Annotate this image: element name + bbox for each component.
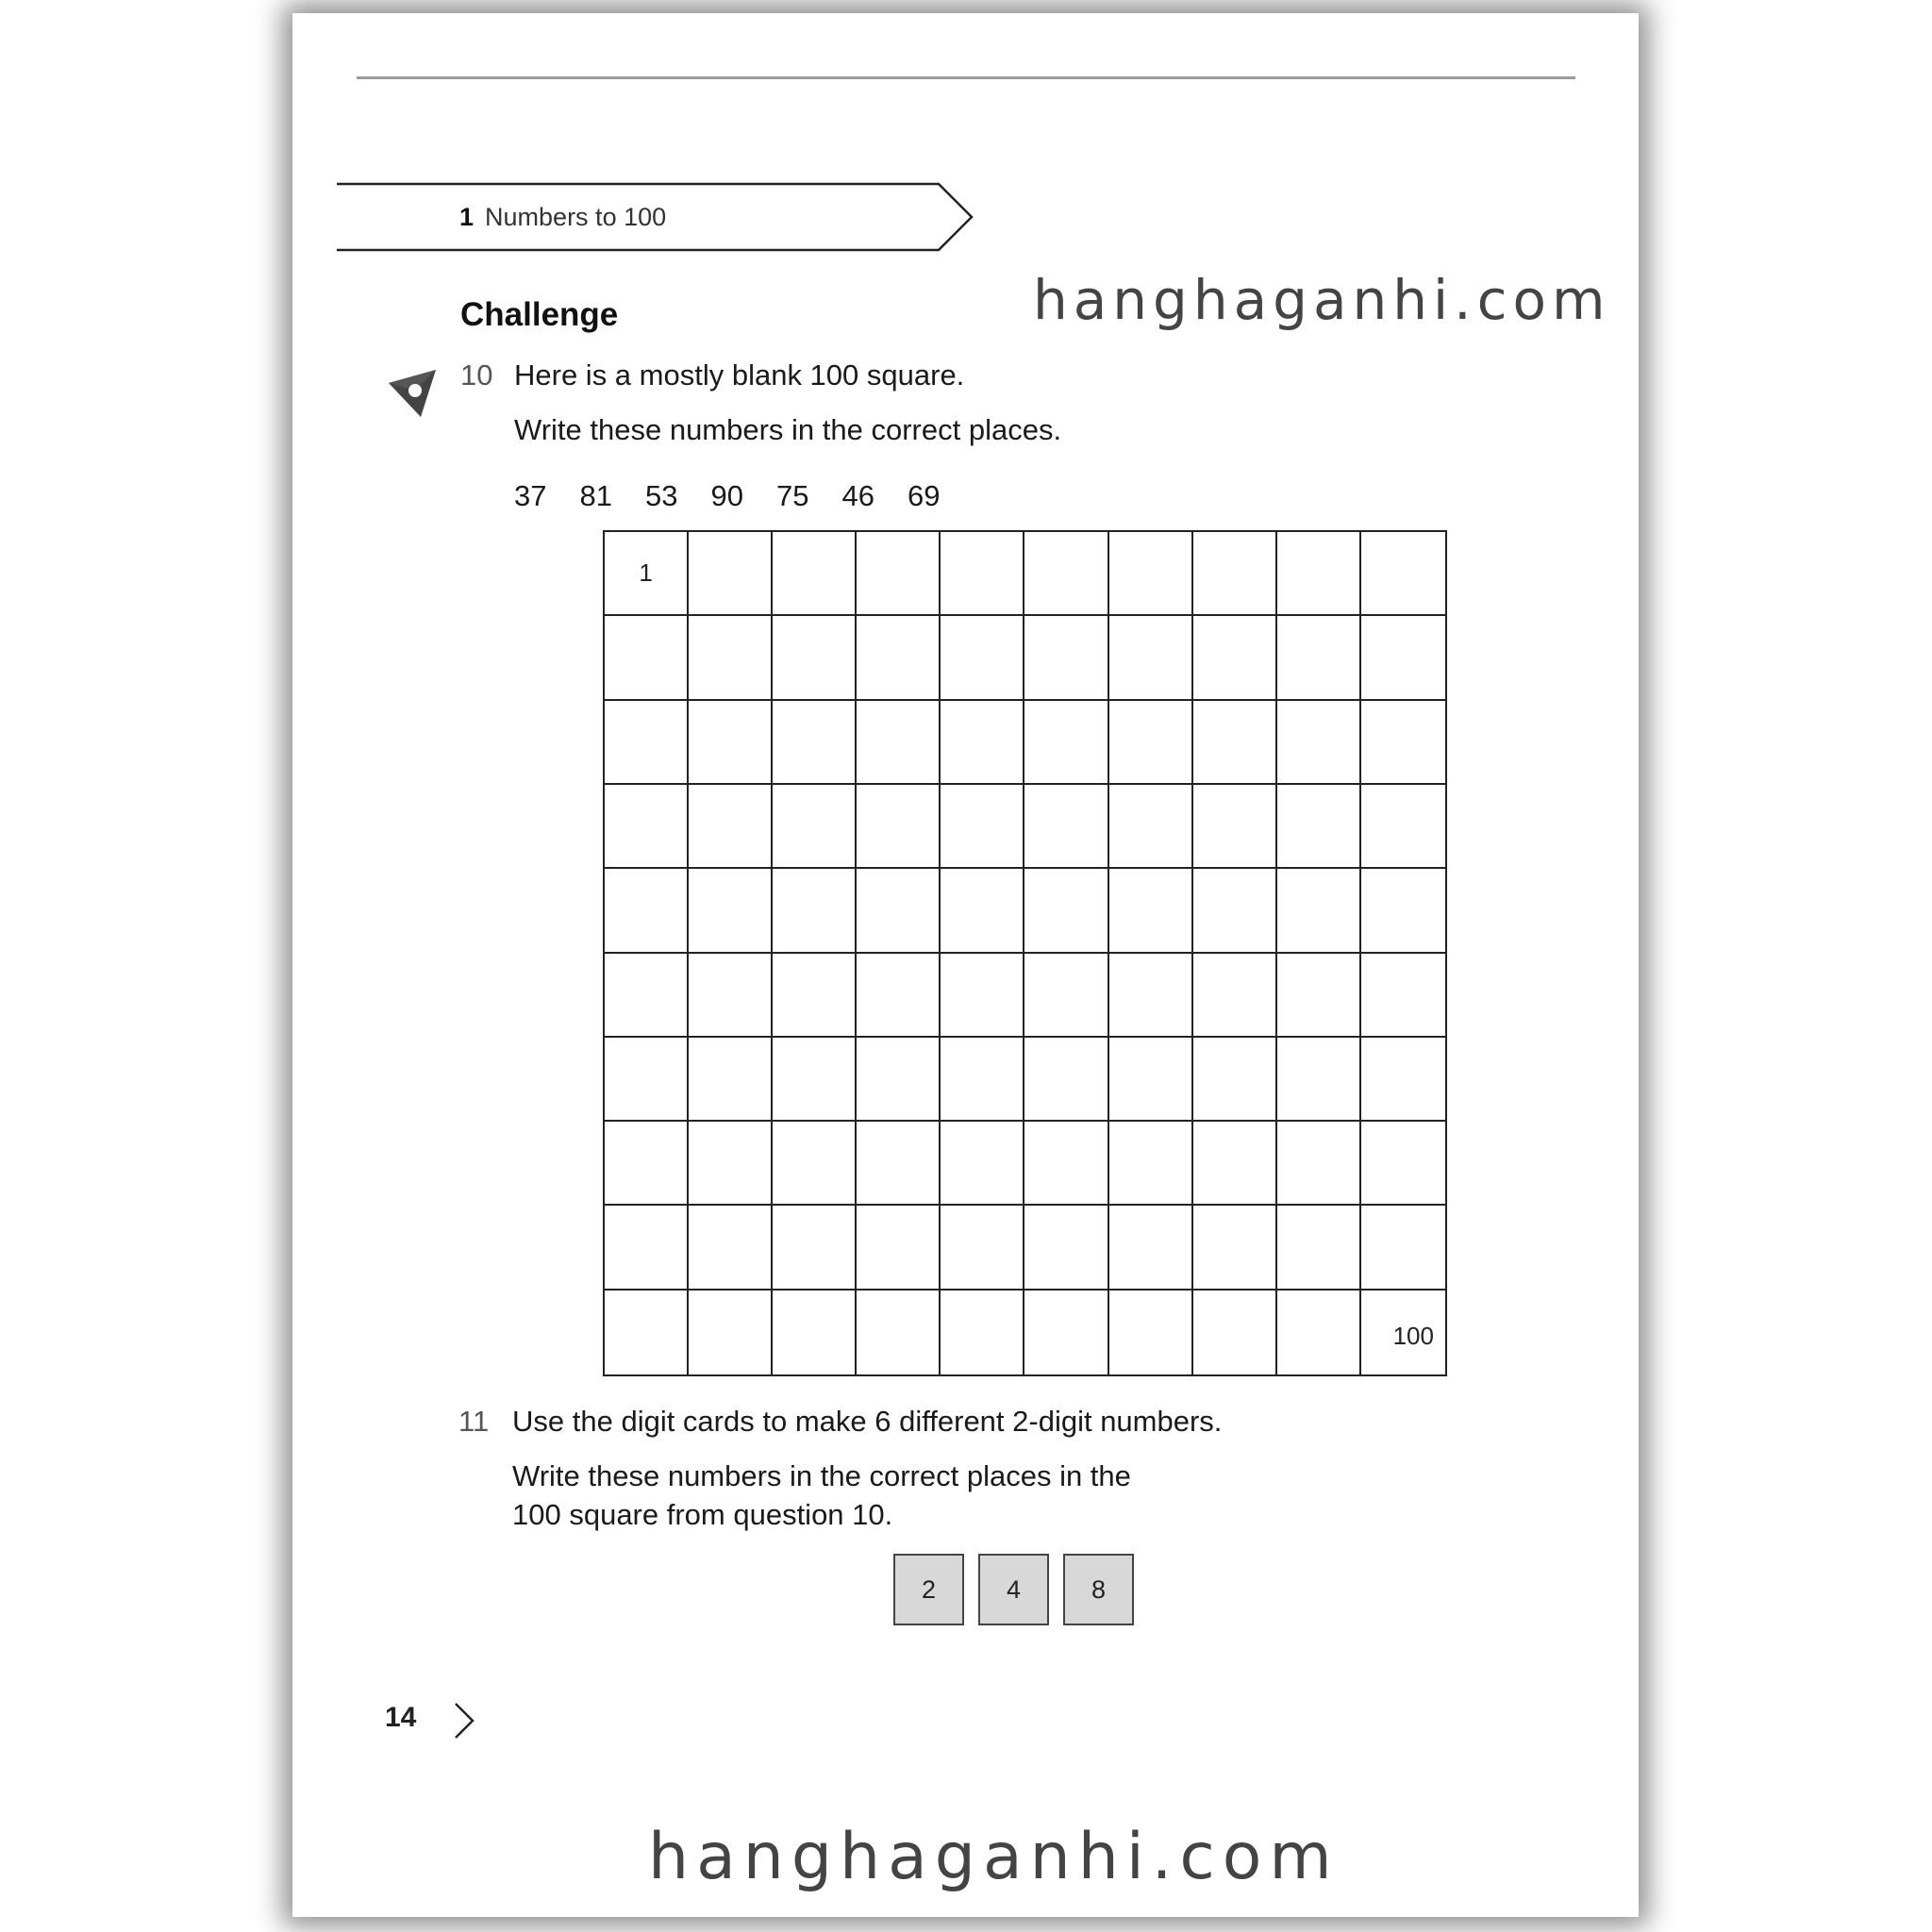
grid-cell[interactable] — [773, 616, 857, 700]
grid-cell[interactable] — [941, 1038, 1024, 1122]
hundred-square-grid — [603, 530, 1447, 1376]
grid-cell[interactable] — [1277, 954, 1361, 1038]
grid-cell[interactable] — [689, 532, 773, 616]
grid-cell[interactable] — [1109, 701, 1193, 785]
grid-cell[interactable] — [1277, 1206, 1361, 1290]
numbers-to-place — [514, 479, 974, 513]
grid-cell[interactable] — [1361, 1122, 1445, 1206]
grid-cell[interactable]: 1 — [605, 532, 689, 616]
grid-cell[interactable] — [1024, 1122, 1108, 1206]
grid-cell[interactable] — [773, 1291, 857, 1374]
grid-cell[interactable] — [689, 1038, 773, 1122]
grid-cell[interactable] — [605, 1122, 689, 1206]
grid-cell[interactable] — [941, 1291, 1024, 1374]
grid-cell[interactable] — [605, 954, 689, 1038]
grid-cell[interactable] — [689, 616, 773, 700]
grid-cell[interactable] — [1277, 1038, 1361, 1122]
grid-cell[interactable] — [605, 616, 689, 700]
grid-cell[interactable] — [1361, 701, 1445, 785]
grid-cell[interactable] — [1277, 1291, 1361, 1374]
question-11-text: Use the digit cards to make 6 different 2-digit numbers. — [512, 1405, 1223, 1438]
grid-cell[interactable] — [1193, 1291, 1277, 1374]
grid-cell[interactable] — [1193, 616, 1277, 700]
grid-cell[interactable] — [773, 785, 857, 869]
grid-cell[interactable] — [1277, 1122, 1361, 1206]
grid-cell[interactable] — [689, 954, 773, 1038]
grid-cell[interactable] — [1193, 1038, 1277, 1122]
grid-cell[interactable] — [857, 616, 941, 700]
number-item: 69 — [908, 479, 941, 512]
grid-cell[interactable] — [857, 532, 941, 616]
grid-cell[interactable] — [1024, 954, 1108, 1038]
section-title: Challenge — [460, 296, 619, 333]
grid-cell[interactable] — [1109, 954, 1193, 1038]
question-11-number: 11 — [458, 1405, 490, 1438]
grid-cell[interactable] — [857, 954, 941, 1038]
chapter-title: Numbers to 100 — [485, 203, 667, 231]
grid-cell[interactable] — [941, 701, 1024, 785]
grid-cell[interactable] — [689, 1122, 773, 1206]
grid-cell[interactable] — [773, 869, 857, 953]
grid-cell[interactable] — [941, 532, 1024, 616]
grid-cell[interactable] — [1361, 869, 1445, 953]
question-11-instruction-line2: 100 square from question 10. — [512, 1498, 893, 1531]
grid-cell[interactable] — [1277, 616, 1361, 700]
grid-cell[interactable] — [689, 785, 773, 869]
watermark-bottom: hanghaganhi.com — [648, 1820, 1340, 1894]
question-10-number: 10 — [460, 358, 493, 391]
grid-cell[interactable] — [689, 1291, 773, 1374]
grid-cell[interactable] — [605, 785, 689, 869]
grid-cell[interactable] — [857, 1291, 941, 1374]
digit-card: 8 — [1063, 1554, 1134, 1625]
grid-cell[interactable] — [773, 954, 857, 1038]
grid-cell[interactable] — [857, 1122, 941, 1206]
digit-card: 2 — [893, 1554, 964, 1625]
grid-cell[interactable] — [605, 869, 689, 953]
grid-cell[interactable] — [1109, 1122, 1193, 1206]
grid-cell[interactable] — [1361, 532, 1445, 616]
grid-cell[interactable] — [1109, 785, 1193, 869]
grid-cell[interactable] — [1361, 1206, 1445, 1290]
grid-cell[interactable] — [941, 616, 1024, 700]
grid-cell[interactable] — [857, 785, 941, 869]
grid-cell[interactable] — [941, 954, 1024, 1038]
grid-cell[interactable] — [1024, 701, 1108, 785]
grid-cell[interactable] — [605, 1038, 689, 1122]
top-rule — [357, 76, 1575, 79]
grid-cell[interactable] — [941, 785, 1024, 869]
grid-cell[interactable] — [1193, 1206, 1277, 1290]
grid-cell[interactable] — [1361, 1038, 1445, 1122]
grid-cell[interactable] — [1277, 869, 1361, 953]
grid-cell[interactable] — [1193, 785, 1277, 869]
grid-cell[interactable] — [1109, 1038, 1193, 1122]
number-item: 90 — [710, 479, 743, 512]
question-11-instruction-line1: Write these numbers in the correct places in the — [512, 1459, 1131, 1492]
grid-cell[interactable] — [1193, 954, 1277, 1038]
grid-cell[interactable] — [1277, 701, 1361, 785]
grid-cell[interactable] — [1024, 869, 1108, 953]
grid-cell[interactable] — [605, 1206, 689, 1290]
grid-cell[interactable] — [773, 701, 857, 785]
number-item: 75 — [776, 479, 809, 512]
grid-cell[interactable] — [1109, 532, 1193, 616]
grid-cell[interactable] — [773, 1122, 857, 1206]
question-10-instruction: Write these numbers in the correct places. — [514, 413, 1062, 446]
number-item: 81 — [579, 479, 612, 512]
grid-cell[interactable] — [773, 1038, 857, 1122]
digit-card: 4 — [978, 1554, 1049, 1625]
grid-cell[interactable] — [1109, 1206, 1193, 1290]
digit-cards — [893, 1554, 1134, 1625]
question-10-text: Here is a mostly blank 100 square. — [514, 358, 965, 391]
grid-cell[interactable] — [1109, 616, 1193, 700]
grid-cell[interactable] — [1193, 532, 1277, 616]
watermark-top: hanghaganhi.com — [1033, 268, 1611, 332]
grid-cell[interactable] — [605, 701, 689, 785]
grid-cell[interactable] — [689, 701, 773, 785]
grid-cell[interactable] — [1277, 532, 1361, 616]
grid-cell[interactable] — [857, 1206, 941, 1290]
number-item: 46 — [841, 479, 874, 512]
grid-cell[interactable] — [1193, 701, 1277, 785]
grid-cell[interactable] — [773, 1206, 857, 1290]
grid-cell[interactable] — [1024, 1291, 1108, 1374]
chapter-number: 1 — [459, 203, 475, 231]
grid-cell[interactable] — [941, 869, 1024, 953]
workbook-page — [292, 13, 1639, 1917]
number-item: 53 — [645, 479, 678, 512]
grid-cell[interactable] — [689, 869, 773, 953]
grid-cell[interactable]: 100 — [1392, 1321, 1434, 1350]
grid-cell[interactable] — [857, 1038, 941, 1122]
grid-cell[interactable] — [1361, 954, 1445, 1038]
challenge-star-icon — [387, 362, 443, 419]
grid-cell[interactable] — [941, 1206, 1024, 1290]
grid-cell[interactable] — [1109, 1291, 1193, 1374]
number-item: 37 — [514, 479, 547, 512]
grid-cell[interactable] — [857, 701, 941, 785]
grid-cell[interactable] — [1361, 616, 1445, 700]
page-number: 14 — [385, 1702, 417, 1733]
grid-cell[interactable] — [1361, 785, 1445, 869]
grid-cell[interactable] — [605, 1291, 689, 1374]
grid-cell[interactable] — [1024, 785, 1108, 869]
grid-cell[interactable] — [1024, 616, 1108, 700]
grid-cell[interactable] — [1193, 1122, 1277, 1206]
grid-cell[interactable] — [1024, 1038, 1108, 1122]
grid-cell[interactable] — [773, 532, 857, 616]
chapter-banner — [459, 203, 666, 232]
grid-cell[interactable] — [689, 1206, 773, 1290]
grid-cell[interactable] — [1277, 785, 1361, 869]
grid-cell[interactable] — [1024, 1206, 1108, 1290]
chevron-right-icon[interactable] — [453, 1702, 475, 1740]
grid-cell[interactable] — [1024, 532, 1108, 616]
grid-cell[interactable] — [1193, 869, 1277, 953]
grid-cell[interactable] — [1109, 869, 1193, 953]
grid-cell[interactable] — [857, 869, 941, 953]
grid-cell[interactable] — [941, 1122, 1024, 1206]
